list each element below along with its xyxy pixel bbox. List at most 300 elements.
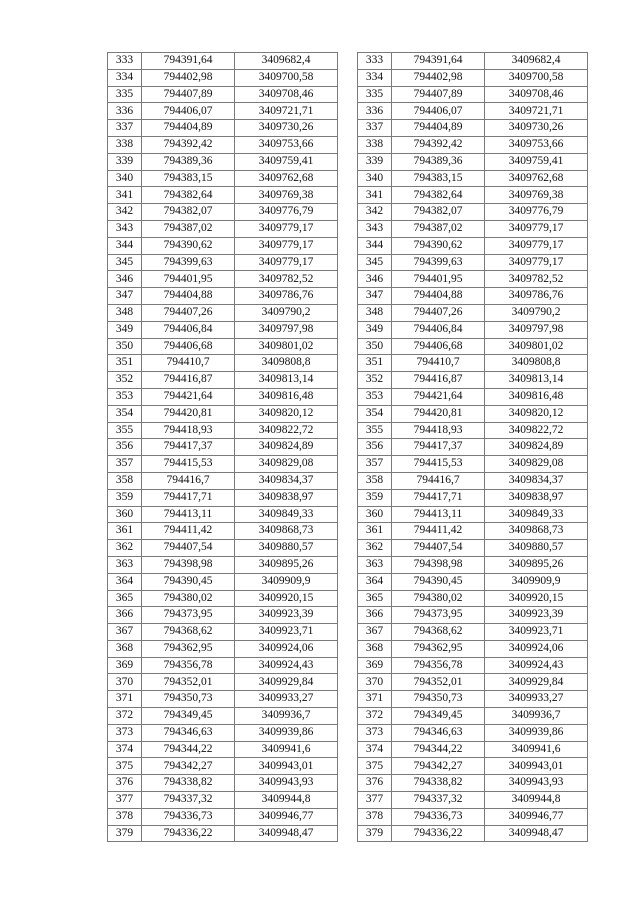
y-coordinate-cell: 3409924,06 [235,640,338,657]
y-coordinate-cell: 3409782,52 [485,271,588,288]
point-number-cell: 376 [108,775,142,792]
x-coordinate-cell: 794404,88 [142,288,235,305]
table-row [108,53,338,70]
x-coordinate-cell: 794336,73 [142,808,235,825]
table-row [358,86,588,103]
point-number-cell: 375 [108,758,142,775]
y-coordinate-cell: 3409868,73 [485,523,588,540]
point-number-cell: 362 [108,540,142,557]
point-number-cell: 353 [358,388,392,405]
x-coordinate-cell: 794336,22 [142,825,235,842]
x-coordinate-cell: 794346,63 [392,724,485,741]
table-row [358,372,588,389]
table-row [358,691,588,708]
x-coordinate-cell: 794344,22 [142,741,235,758]
x-coordinate-cell: 794389,36 [142,153,235,170]
point-number-cell: 339 [108,153,142,170]
x-coordinate-cell: 794404,89 [392,120,485,137]
table-row [108,758,338,775]
table-row [358,405,588,422]
table-row [108,741,338,758]
point-number-cell: 334 [108,69,142,86]
point-number-cell: 336 [358,103,392,120]
point-number-cell: 339 [358,153,392,170]
table-row [108,825,338,842]
y-coordinate-cell: 3409816,48 [235,388,338,405]
table-body [108,53,338,842]
x-coordinate-cell: 794336,22 [392,825,485,842]
y-coordinate-cell: 3409721,71 [235,103,338,120]
point-number-cell: 341 [358,187,392,204]
y-coordinate-cell: 3409820,12 [235,405,338,422]
y-coordinate-cell: 3409924,43 [235,657,338,674]
table-row [358,220,588,237]
point-number-cell: 354 [108,405,142,422]
table-row [108,120,338,137]
y-coordinate-cell: 3409838,97 [485,489,588,506]
point-number-cell: 372 [358,708,392,725]
coordinates-table-right [357,52,588,842]
x-coordinate-cell: 794337,32 [142,792,235,809]
y-coordinate-cell: 3409941,6 [485,741,588,758]
y-coordinate-cell: 3409700,58 [235,69,338,86]
point-number-cell: 371 [358,691,392,708]
table-row [358,758,588,775]
x-coordinate-cell: 794402,98 [392,69,485,86]
y-coordinate-cell: 3409801,02 [235,338,338,355]
x-coordinate-cell: 794418,93 [392,422,485,439]
table-row [108,170,338,187]
x-coordinate-cell: 794404,89 [142,120,235,137]
y-coordinate-cell: 3409909,9 [485,573,588,590]
y-coordinate-cell: 3409813,14 [235,372,338,389]
x-coordinate-cell: 794352,01 [142,674,235,691]
x-coordinate-cell: 794382,07 [392,204,485,221]
y-coordinate-cell: 3409933,27 [235,691,338,708]
table-row [358,624,588,641]
table-row [108,708,338,725]
y-coordinate-cell: 3409924,06 [485,640,588,657]
y-coordinate-cell: 3409824,89 [235,439,338,456]
x-coordinate-cell: 794416,7 [392,472,485,489]
y-coordinate-cell: 3409943,93 [485,775,588,792]
table-row [108,405,338,422]
y-coordinate-cell: 3409880,57 [485,540,588,557]
point-number-cell: 370 [108,674,142,691]
point-number-cell: 336 [108,103,142,120]
point-number-cell: 367 [358,624,392,641]
point-number-cell: 365 [108,590,142,607]
table-row [108,724,338,741]
point-number-cell: 335 [108,86,142,103]
x-coordinate-cell: 794380,02 [392,590,485,607]
point-number-cell: 355 [108,422,142,439]
point-number-cell: 373 [108,724,142,741]
x-coordinate-cell: 794398,98 [392,556,485,573]
point-number-cell: 377 [108,792,142,809]
x-coordinate-cell: 794389,36 [392,153,485,170]
point-number-cell: 375 [358,758,392,775]
point-number-cell: 348 [108,304,142,321]
table-row [108,674,338,691]
table-row [108,288,338,305]
point-number-cell: 333 [358,53,392,70]
table-row [358,422,588,439]
x-coordinate-cell: 794390,45 [142,573,235,590]
point-number-cell: 368 [108,640,142,657]
table-row [108,506,338,523]
x-coordinate-cell: 794398,98 [142,556,235,573]
y-coordinate-cell: 3409782,52 [235,271,338,288]
x-coordinate-cell: 794346,63 [142,724,235,741]
table-row [358,153,588,170]
table-row [358,388,588,405]
y-coordinate-cell: 3409943,01 [485,758,588,775]
y-coordinate-cell: 3409779,17 [235,220,338,237]
y-coordinate-cell: 3409920,15 [485,590,588,607]
x-coordinate-cell: 794390,62 [392,237,485,254]
y-coordinate-cell: 3409700,58 [485,69,588,86]
y-coordinate-cell: 3409941,6 [235,741,338,758]
point-number-cell: 378 [108,808,142,825]
table-row [108,472,338,489]
y-coordinate-cell: 3409779,17 [485,220,588,237]
table-row [358,657,588,674]
point-number-cell: 357 [358,456,392,473]
x-coordinate-cell: 794382,64 [392,187,485,204]
y-coordinate-cell: 3409797,98 [485,321,588,338]
point-number-cell: 350 [108,338,142,355]
y-coordinate-cell: 3409834,37 [485,472,588,489]
table-row [358,741,588,758]
y-coordinate-cell: 3409801,02 [485,338,588,355]
y-coordinate-cell: 3409849,33 [235,506,338,523]
point-number-cell: 340 [108,170,142,187]
y-coordinate-cell: 3409849,33 [485,506,588,523]
table-row [358,808,588,825]
x-coordinate-cell: 794415,53 [142,456,235,473]
x-coordinate-cell: 794407,26 [142,304,235,321]
x-coordinate-cell: 794350,73 [142,691,235,708]
y-coordinate-cell: 3409920,15 [235,590,338,607]
x-coordinate-cell: 794415,53 [392,456,485,473]
x-coordinate-cell: 794344,22 [392,741,485,758]
y-coordinate-cell: 3409924,43 [485,657,588,674]
x-coordinate-cell: 794399,63 [392,254,485,271]
table-row [108,523,338,540]
x-coordinate-cell: 794417,37 [392,439,485,456]
point-number-cell: 337 [108,120,142,137]
x-coordinate-cell: 794401,95 [392,271,485,288]
point-number-cell: 351 [358,355,392,372]
y-coordinate-cell: 3409929,84 [235,674,338,691]
y-coordinate-cell: 3409944,8 [485,792,588,809]
x-coordinate-cell: 794382,64 [142,187,235,204]
table-row [108,540,338,557]
y-coordinate-cell: 3409936,7 [235,708,338,725]
point-number-cell: 342 [108,204,142,221]
table-row [358,825,588,842]
table-row [358,69,588,86]
x-coordinate-cell: 794349,45 [392,708,485,725]
point-number-cell: 374 [108,741,142,758]
y-coordinate-cell: 3409769,38 [235,187,338,204]
y-coordinate-cell: 3409923,39 [235,607,338,624]
x-coordinate-cell: 794382,07 [142,204,235,221]
table-row [108,573,338,590]
x-coordinate-cell: 794402,98 [142,69,235,86]
table-row [358,355,588,372]
x-coordinate-cell: 794352,01 [392,674,485,691]
point-number-cell: 352 [108,372,142,389]
y-coordinate-cell: 3409946,77 [485,808,588,825]
x-coordinate-cell: 794342,27 [142,758,235,775]
point-number-cell: 338 [358,136,392,153]
y-coordinate-cell: 3409948,47 [235,825,338,842]
x-coordinate-cell: 794413,11 [142,506,235,523]
point-number-cell: 338 [108,136,142,153]
point-number-cell: 365 [358,590,392,607]
point-number-cell: 347 [108,288,142,305]
x-coordinate-cell: 794392,42 [142,136,235,153]
point-number-cell: 356 [358,439,392,456]
point-number-cell: 363 [108,556,142,573]
y-coordinate-cell: 3409779,17 [235,237,338,254]
x-coordinate-cell: 794410,7 [142,355,235,372]
x-coordinate-cell: 794406,68 [142,338,235,355]
x-coordinate-cell: 794406,07 [392,103,485,120]
x-coordinate-cell: 794362,95 [392,640,485,657]
y-coordinate-cell: 3409923,71 [235,624,338,641]
x-coordinate-cell: 794406,84 [142,321,235,338]
point-number-cell: 371 [108,691,142,708]
point-number-cell: 342 [358,204,392,221]
table-row [358,708,588,725]
x-coordinate-cell: 794387,02 [142,220,235,237]
table-row [358,53,588,70]
x-coordinate-cell: 794407,26 [392,304,485,321]
table-row [358,489,588,506]
point-number-cell: 363 [358,556,392,573]
table-row [358,321,588,338]
table-row [358,237,588,254]
table-row [358,204,588,221]
point-number-cell: 357 [108,456,142,473]
x-coordinate-cell: 794420,81 [392,405,485,422]
table-row [358,573,588,590]
point-number-cell: 349 [108,321,142,338]
y-coordinate-cell: 3409923,71 [485,624,588,641]
table-row [358,523,588,540]
point-number-cell: 349 [358,321,392,338]
point-number-cell: 378 [358,808,392,825]
table-row [108,792,338,809]
table-row [358,103,588,120]
x-coordinate-cell: 794338,82 [392,775,485,792]
table-row [108,304,338,321]
y-coordinate-cell: 3409813,14 [485,372,588,389]
x-coordinate-cell: 794417,71 [392,489,485,506]
y-coordinate-cell: 3409834,37 [235,472,338,489]
y-coordinate-cell: 3409936,7 [485,708,588,725]
x-coordinate-cell: 794421,64 [142,388,235,405]
point-number-cell: 370 [358,674,392,691]
table-row [108,136,338,153]
point-number-cell: 340 [358,170,392,187]
table-row [108,691,338,708]
point-number-cell: 362 [358,540,392,557]
x-coordinate-cell: 794406,07 [142,103,235,120]
table-row [358,136,588,153]
point-number-cell: 335 [358,86,392,103]
table-row [108,220,338,237]
x-coordinate-cell: 794387,02 [392,220,485,237]
x-coordinate-cell: 794392,42 [392,136,485,153]
table-row [108,372,338,389]
point-number-cell: 344 [108,237,142,254]
point-number-cell: 348 [358,304,392,321]
point-number-cell: 345 [358,254,392,271]
x-coordinate-cell: 794418,93 [142,422,235,439]
x-coordinate-cell: 794407,54 [392,540,485,557]
table-row [108,607,338,624]
point-number-cell: 364 [108,573,142,590]
point-number-cell: 354 [358,405,392,422]
point-number-cell: 345 [108,254,142,271]
table-row [358,775,588,792]
table-row [358,439,588,456]
y-coordinate-cell: 3409808,8 [485,355,588,372]
table-row [358,254,588,271]
table-row [108,657,338,674]
table-row [358,590,588,607]
x-coordinate-cell: 794349,45 [142,708,235,725]
x-coordinate-cell: 794380,02 [142,590,235,607]
y-coordinate-cell: 3409829,08 [235,456,338,473]
point-number-cell: 369 [108,657,142,674]
y-coordinate-cell: 3409721,71 [485,103,588,120]
point-number-cell: 361 [358,523,392,540]
y-coordinate-cell: 3409943,01 [235,758,338,775]
point-number-cell: 358 [358,472,392,489]
table-row [108,489,338,506]
x-coordinate-cell: 794391,64 [142,53,235,70]
point-number-cell: 351 [108,355,142,372]
x-coordinate-cell: 794373,95 [142,607,235,624]
table-row [108,103,338,120]
y-coordinate-cell: 3409708,46 [485,86,588,103]
y-coordinate-cell: 3409948,47 [485,825,588,842]
table-row [358,556,588,573]
y-coordinate-cell: 3409824,89 [485,439,588,456]
point-number-cell: 367 [108,624,142,641]
coordinates-table-left [107,52,338,842]
y-coordinate-cell: 3409808,8 [235,355,338,372]
table-row [108,338,338,355]
y-coordinate-cell: 3409762,68 [485,170,588,187]
x-coordinate-cell: 794407,89 [392,86,485,103]
table-row [358,304,588,321]
y-coordinate-cell: 3409923,39 [485,607,588,624]
y-coordinate-cell: 3409933,27 [485,691,588,708]
table-row [108,86,338,103]
table-row [108,204,338,221]
y-coordinate-cell: 3409786,76 [235,288,338,305]
y-coordinate-cell: 3409829,08 [485,456,588,473]
point-number-cell: 373 [358,724,392,741]
table-row [358,506,588,523]
point-number-cell: 376 [358,775,392,792]
x-coordinate-cell: 794420,81 [142,405,235,422]
y-coordinate-cell: 3409816,48 [485,388,588,405]
point-number-cell: 366 [108,607,142,624]
table-row [108,808,338,825]
table-row [358,120,588,137]
point-number-cell: 344 [358,237,392,254]
x-coordinate-cell: 794342,27 [392,758,485,775]
table-row [358,540,588,557]
x-coordinate-cell: 794337,32 [392,792,485,809]
y-coordinate-cell: 3409790,2 [235,304,338,321]
table-row [358,170,588,187]
y-coordinate-cell: 3409944,8 [235,792,338,809]
table-row [108,271,338,288]
y-coordinate-cell: 3409943,93 [235,775,338,792]
table-row [358,640,588,657]
x-coordinate-cell: 794413,11 [392,506,485,523]
x-coordinate-cell: 794411,42 [392,523,485,540]
point-number-cell: 355 [358,422,392,439]
y-coordinate-cell: 3409753,66 [235,136,338,153]
table-row [108,69,338,86]
y-coordinate-cell: 3409779,17 [485,237,588,254]
y-coordinate-cell: 3409759,41 [485,153,588,170]
point-number-cell: 377 [358,792,392,809]
table-row [358,792,588,809]
y-coordinate-cell: 3409753,66 [485,136,588,153]
x-coordinate-cell: 794421,64 [392,388,485,405]
point-number-cell: 379 [108,825,142,842]
point-number-cell: 364 [358,573,392,590]
y-coordinate-cell: 3409820,12 [485,405,588,422]
y-coordinate-cell: 3409708,46 [235,86,338,103]
y-coordinate-cell: 3409786,76 [485,288,588,305]
y-coordinate-cell: 3409779,17 [235,254,338,271]
x-coordinate-cell: 794383,15 [142,170,235,187]
x-coordinate-cell: 794390,45 [392,573,485,590]
point-number-cell: 343 [108,220,142,237]
table-row [358,456,588,473]
y-coordinate-cell: 3409682,4 [485,53,588,70]
x-coordinate-cell: 794362,95 [142,640,235,657]
point-number-cell: 359 [108,489,142,506]
x-coordinate-cell: 794417,71 [142,489,235,506]
table-row [108,439,338,456]
x-coordinate-cell: 794383,15 [392,170,485,187]
table-row [108,237,338,254]
table-row [108,456,338,473]
point-number-cell: 360 [108,506,142,523]
point-number-cell: 356 [108,439,142,456]
point-number-cell: 337 [358,120,392,137]
table-row [108,775,338,792]
table-row [358,187,588,204]
y-coordinate-cell: 3409682,4 [235,53,338,70]
table-row [108,388,338,405]
table-row [108,355,338,372]
y-coordinate-cell: 3409939,86 [235,724,338,741]
point-number-cell: 360 [358,506,392,523]
